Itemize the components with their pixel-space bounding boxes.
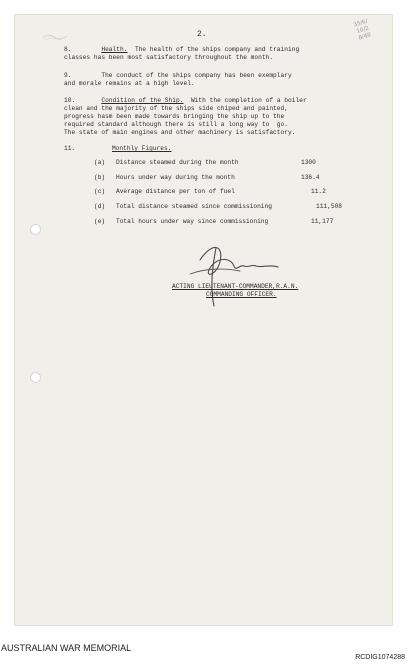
- paragraph-10-line-3: progress hasm been made towards bringing the ship up to the: [64, 113, 285, 120]
- item-text: Hours under way during the month: [116, 174, 235, 181]
- item-label: (b): [94, 174, 106, 181]
- page-number: 2.: [197, 30, 207, 39]
- handwritten-note-text: 35/6/ 10/2 8/48: [352, 18, 372, 42]
- item-text: Total distance steamed since commissioning: [116, 203, 272, 210]
- paragraph-10-number: 10.: [64, 97, 76, 104]
- paragraph-8-line-1: [64, 46, 299, 54]
- item-value: 136.4: [301, 174, 320, 181]
- paragraph-10-text: With the completion of a boiler: [190, 97, 307, 104]
- paragraph-8-line-2: classes has been most satisfactory throughout the month.: [64, 54, 274, 61]
- item-label: (d): [94, 203, 106, 210]
- item-label: (c): [94, 188, 106, 195]
- section-11-number: 11.: [64, 145, 76, 152]
- paragraph-10-line-4: required standard although there is still a long way to go.: [64, 121, 288, 128]
- item-label: (a): [94, 159, 106, 166]
- item-text: Total hours under way since commissioning: [116, 218, 269, 225]
- handwritten-signature: [182, 238, 292, 313]
- paragraph-10-line-5: The state of main engines and other machinery is satisfactory.: [64, 129, 296, 136]
- item-value: 11.2: [311, 188, 326, 195]
- record-id: RCDIG1074288: [355, 654, 405, 661]
- signatory-role: COMMANDING OFFICER.: [206, 291, 277, 298]
- item-value: 11,177: [311, 218, 334, 225]
- item-value: 1300: [301, 159, 316, 166]
- paragraph-8-text: The health of the ships company and training: [134, 46, 300, 53]
- faint-stamp-mark: [42, 32, 68, 42]
- paragraph-10-line-1: [64, 97, 307, 105]
- item-text: Average distance per ton of fuel: [116, 188, 235, 195]
- punch-hole-top: [30, 224, 41, 235]
- section-11-heading: Monthly Figures.: [112, 145, 172, 152]
- item-text: Distance steamed during the month: [116, 159, 239, 166]
- paragraph-10-heading: Condition of the Ship.: [101, 97, 184, 104]
- item-value: 111,508: [316, 203, 342, 210]
- punch-hole-bottom: [30, 372, 41, 383]
- item-label: (e): [94, 218, 106, 225]
- paragraph-8-number: 8.: [64, 46, 72, 53]
- paragraph-10-line-2: clean and the majority of the ships side chiped and painted,: [64, 105, 288, 112]
- paragraph-9-line-1: 9. The conduct of the ships company has been exemplary: [64, 72, 292, 79]
- institution-credit: AUSTRALIAN WAR MEMORIAL: [1, 643, 132, 653]
- paragraph-9-line-2: and morale remains at a high level.: [64, 80, 195, 87]
- signatory-rank: ACTING LIEUTENANT-COMMANDER,R.A.N.: [172, 283, 299, 290]
- paragraph-8-heading: Health.: [101, 46, 128, 53]
